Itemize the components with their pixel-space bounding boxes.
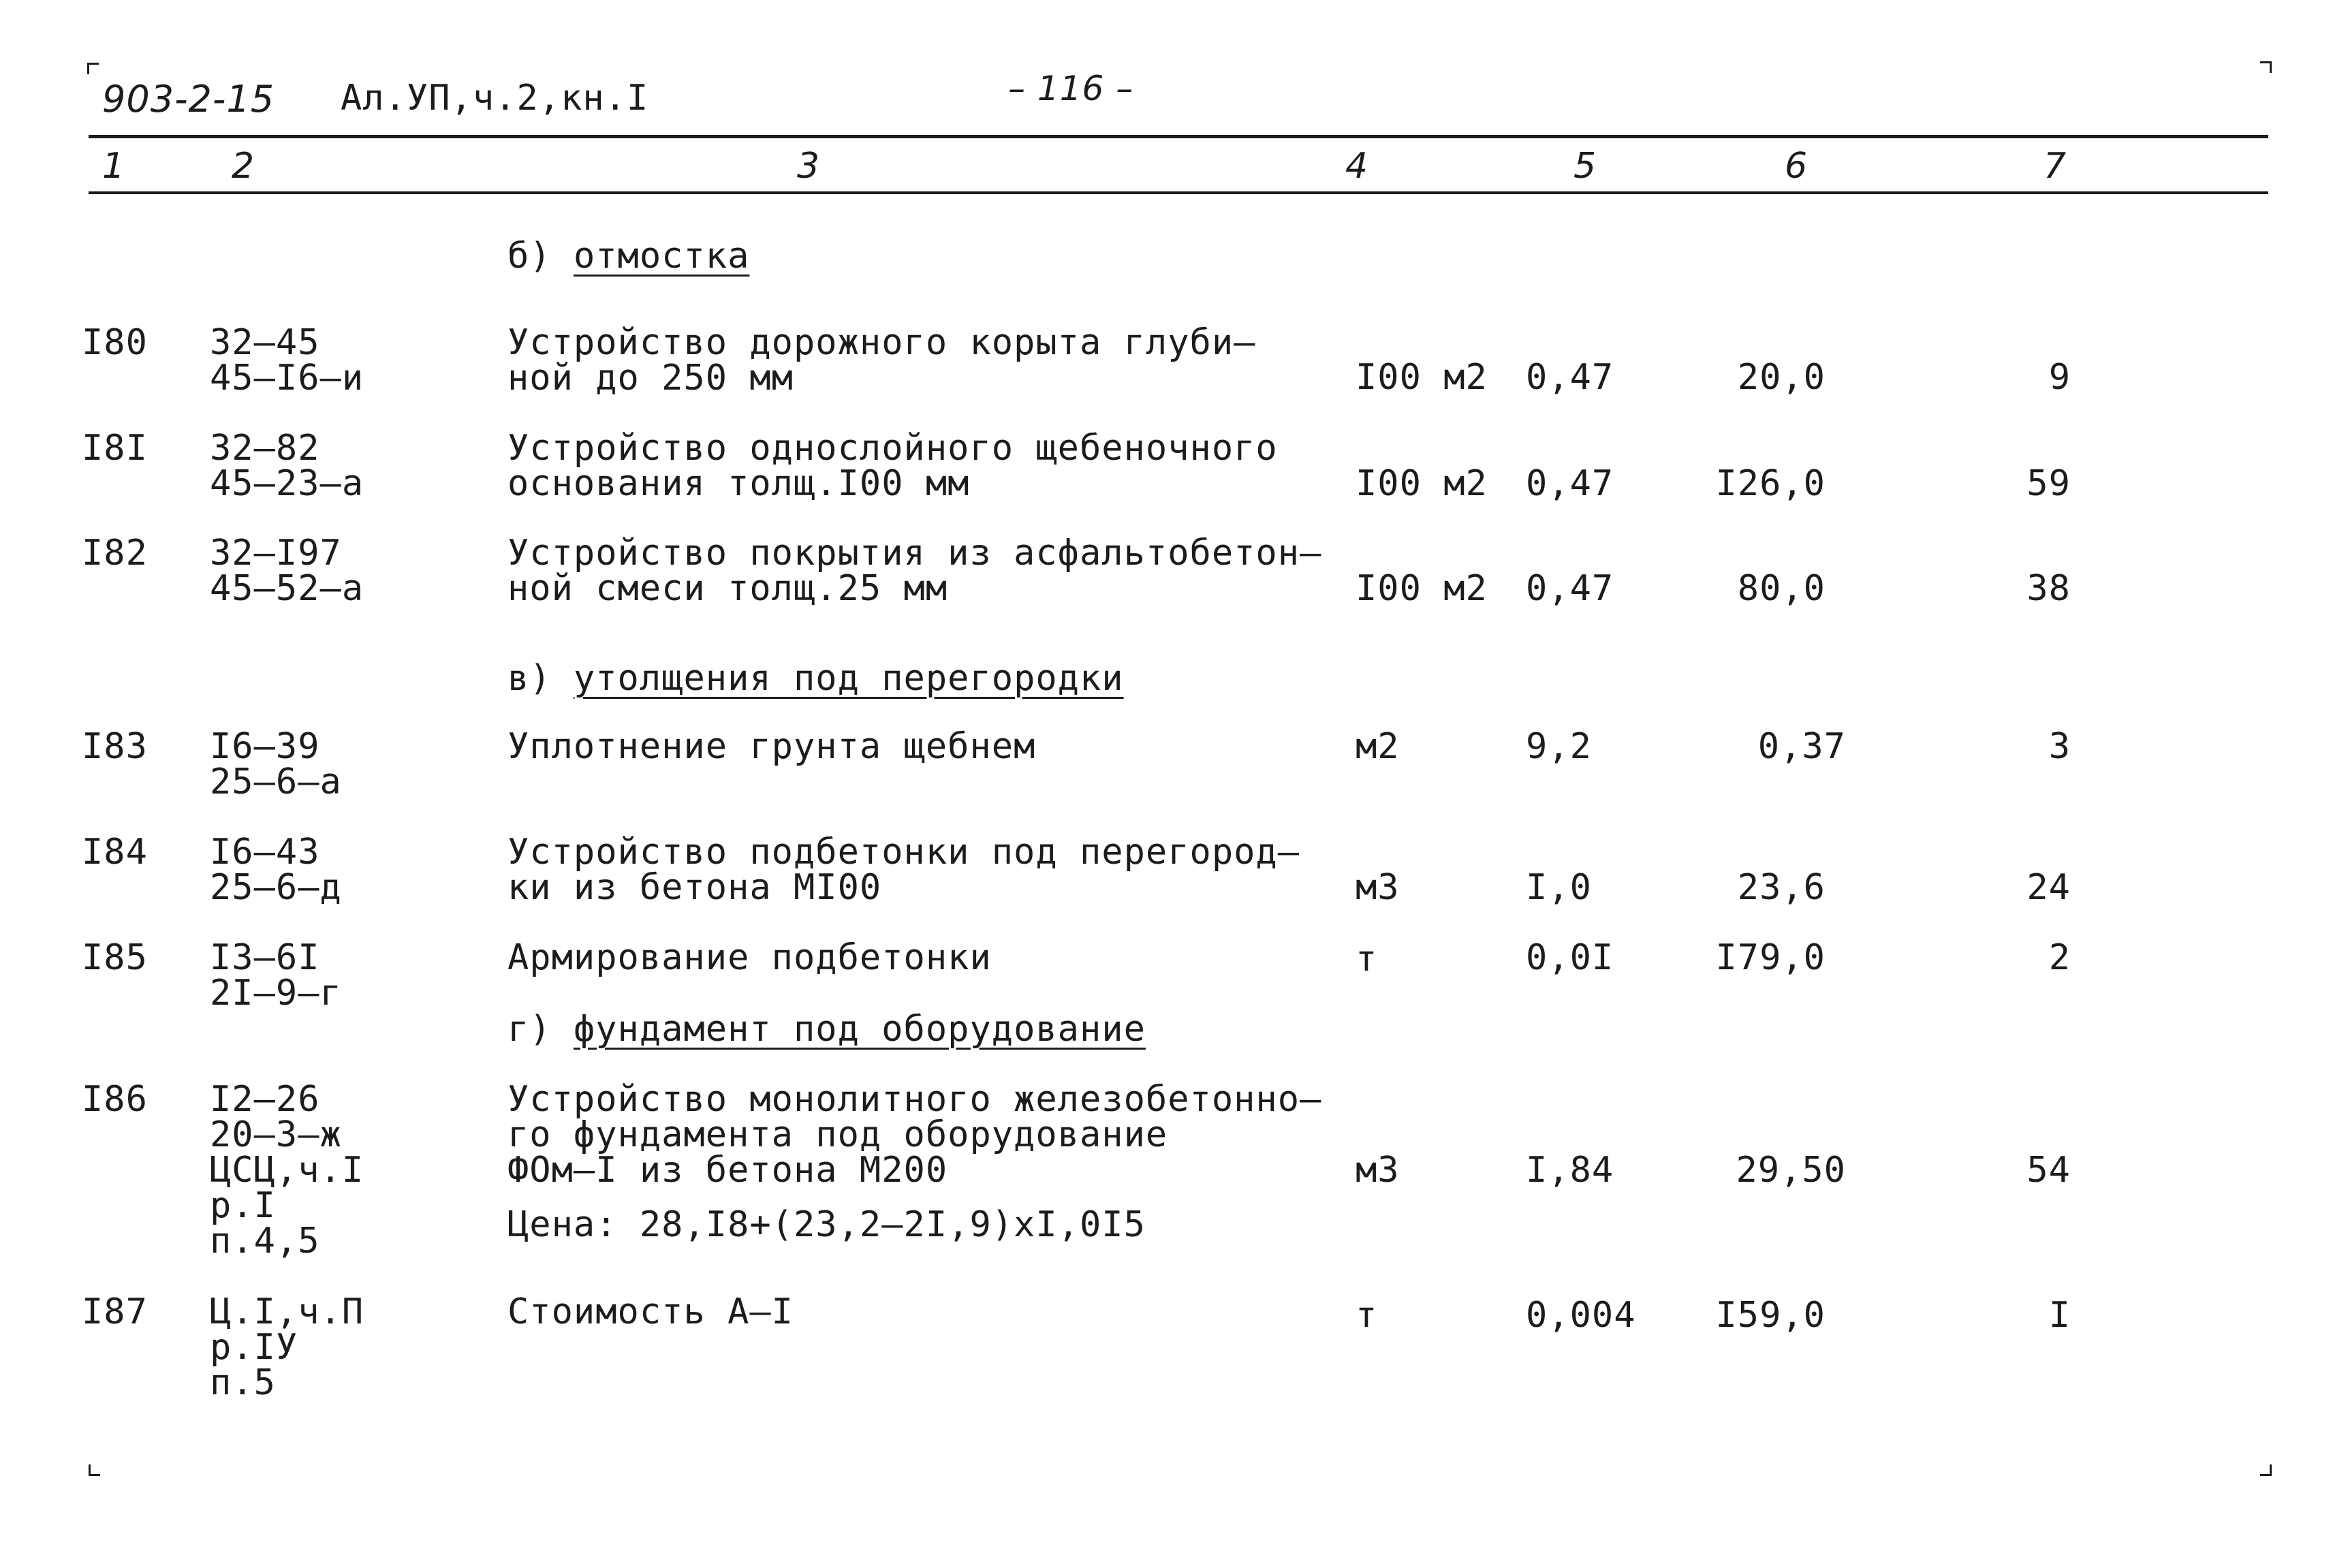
- row-quantity: 0,47: [1526, 357, 1614, 398]
- row-total: 2: [2048, 937, 2071, 978]
- section-prefix: г): [507, 1009, 552, 1050]
- row-unit-price: 29,50: [1736, 1150, 1846, 1191]
- page-number: – 116 –: [1008, 69, 1134, 108]
- row-description: Армирование подбетонки: [507, 937, 992, 978]
- row-number: I85: [82, 937, 148, 978]
- row-quantity: 0,0I: [1526, 937, 1614, 978]
- section-prefix: б): [507, 236, 552, 277]
- column-number-1: 1: [102, 146, 126, 187]
- row-total: 38: [2026, 568, 2071, 609]
- row-code: 32–I97 45–52–а: [210, 533, 364, 609]
- row-quantity: 0,47: [1526, 463, 1614, 504]
- row-description: Устройство монолитного железобетонно– го фундамента под оборудование ФОм–I из бетона М200: [507, 1079, 1322, 1191]
- row-code: I2–26 20–3–ж ЦСЦ,ч.I р.I п.4,5: [210, 1079, 364, 1261]
- row-unit-price: 23,6: [1737, 867, 1826, 908]
- row-total: I: [2048, 1295, 2071, 1336]
- header-rule-top: [89, 135, 2268, 138]
- row-total: 9: [2048, 357, 2071, 398]
- section-title: утолщения под перегородки: [573, 658, 1124, 699]
- header-rule-bottom: [89, 191, 2268, 194]
- column-number-5: 5: [1573, 146, 1597, 187]
- column-number-3: 3: [797, 146, 821, 187]
- row-description: Устройство подбетонки под перегород– ки из бетона МI00: [507, 832, 1300, 908]
- row-number: I82: [82, 533, 148, 574]
- row-unit: т: [1356, 1295, 1378, 1336]
- row-quantity: I,0: [1526, 867, 1592, 908]
- row-total: 3: [2048, 726, 2071, 767]
- row-description: Устройство дорожного корыта глуби– ной до 250 мм: [507, 322, 1256, 398]
- corner-mark-bottom-right: [2260, 1464, 2272, 1476]
- row-description: Устройство покрытия из асфальтобетон– ной смеси толщ.25 мм: [507, 533, 1322, 609]
- row-quantity: 9,2: [1526, 726, 1592, 767]
- row-unit: I00 м2: [1356, 568, 1488, 609]
- row-unit: м3: [1356, 867, 1400, 908]
- row-code: 32–82 45–23–а: [210, 428, 364, 504]
- row-number: I83: [82, 726, 148, 767]
- row-number: I87: [82, 1291, 148, 1332]
- corner-mark-top-right: [2260, 61, 2272, 73]
- section-title: отмостка: [573, 236, 750, 277]
- row-unit-price: 0,37: [1757, 726, 1846, 767]
- row-description: Устройство однослойного щебеночного основания толщ.I00 мм: [507, 428, 1278, 504]
- section-heading-equipment-foundation: [507, 1009, 1146, 1050]
- column-number-7: 7: [2044, 146, 2067, 187]
- row-number: I8I: [82, 428, 148, 469]
- section-prefix: в): [507, 658, 552, 699]
- row-description: Стоимость А–I: [507, 1291, 794, 1332]
- row-code: Ц.I,ч.П р.IУ п.5: [210, 1291, 364, 1403]
- row-unit: м3: [1356, 1150, 1400, 1191]
- section-title: фундамент под оборудование: [573, 1009, 1146, 1050]
- row-quantity: 0,47: [1526, 568, 1614, 609]
- row-quantity: I,84: [1526, 1150, 1614, 1191]
- row-number: I84: [82, 832, 148, 873]
- row-number: I86: [82, 1079, 148, 1120]
- section-heading-partition-thickening: [507, 658, 1124, 699]
- column-number-2: 2: [232, 146, 255, 187]
- row-unit: т: [1356, 939, 1378, 979]
- row-price-formula: Цена: 28,I8+(23,2–2I,9)хI,0I5: [507, 1204, 1146, 1245]
- column-number-6: 6: [1785, 146, 1809, 187]
- section-heading-otmostka: [507, 236, 750, 277]
- row-code: I6–43 25–6–д: [210, 832, 342, 908]
- column-number-4: 4: [1345, 146, 1369, 187]
- row-code: I6–39 25–6–а: [210, 726, 342, 802]
- row-unit: I00 м2: [1356, 357, 1488, 398]
- row-number: I80: [82, 322, 148, 363]
- corner-mark-bottom-left: [89, 1464, 100, 1476]
- row-unit: I00 м2: [1356, 463, 1488, 504]
- row-unit-price: I79,0: [1715, 937, 1826, 978]
- row-unit-price: 20,0: [1737, 357, 1826, 398]
- row-total: 24: [2026, 867, 2071, 908]
- row-total: 54: [2026, 1150, 2071, 1191]
- corner-mark-top-left: [87, 63, 99, 74]
- row-unit-price: I59,0: [1715, 1295, 1826, 1336]
- row-unit-price: 80,0: [1737, 568, 1826, 609]
- album-reference: Ал.УП,ч.2,кн.I: [341, 78, 649, 119]
- row-description: Уплотнение грунта щебнем: [507, 726, 1036, 767]
- row-quantity: 0,004: [1526, 1295, 1636, 1336]
- row-code: I3–6I 2I–9–г: [210, 937, 342, 1014]
- row-unit: м2: [1356, 726, 1400, 767]
- doc-code: 903-2-15: [102, 78, 275, 121]
- row-total: 59: [2026, 463, 2071, 504]
- row-unit-price: I26,0: [1715, 463, 1826, 504]
- row-code: 32–45 45–I6–и: [210, 322, 364, 398]
